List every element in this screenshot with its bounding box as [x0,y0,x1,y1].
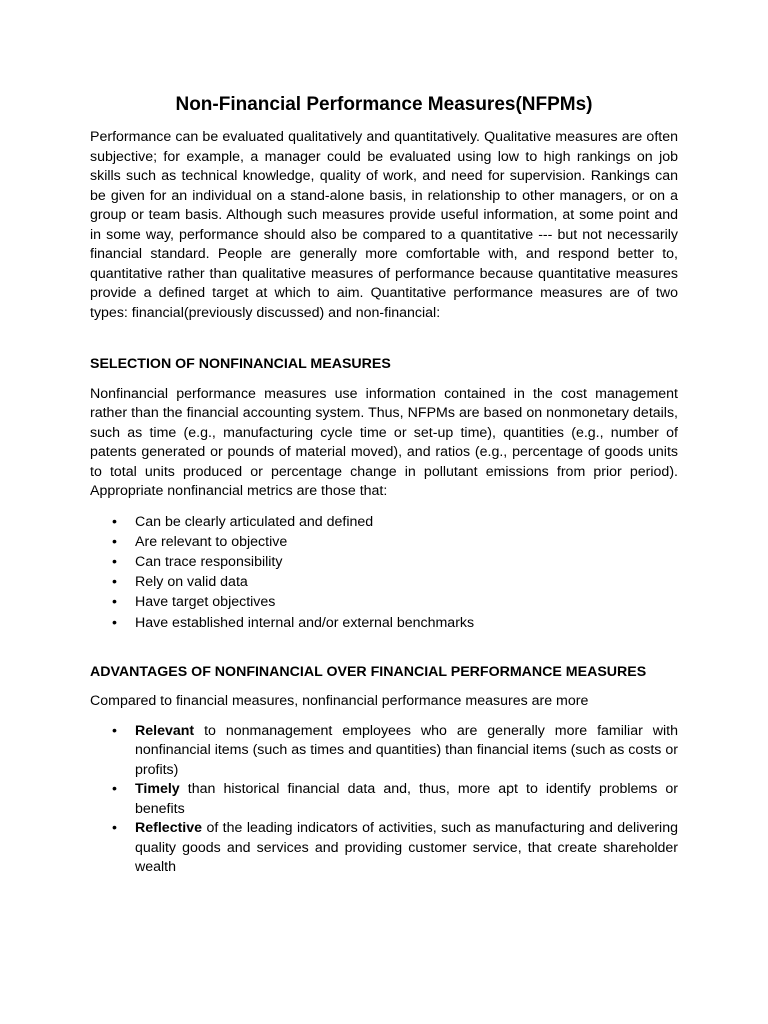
list-item-text: Rely on valid data [135,574,248,591]
intro-paragraph: Performance can be evaluated qualitatively and quantitatively. Qualitative measures are often subjective; for example, a manager could be evaluated using low to high rankings on job skills such as technical knowledge, quality of work, and need for supervision. Rankings can be given for an individual on a stand-alone basis, in relationship to other managers, or on a group or team basis. Although such measures provide useful information, at some point and in some way, performance should also be compared to a quantitative --- but not necessarily financial standard. People are generally more comfortable with, and respond better to, quantitative rather than qualitative measures of performance because quantitative measures provide a defined target at which to aim. Quantitative performance measures are of two types: financial(previously discussed) and non-financial: [90,129,678,321]
document-page [90,92,678,878]
bullet-icon: • [112,553,117,570]
selection-paragraph: Nonfinancial performance measures use information contained in the cost management rather than the financial accounting system. Thus, NFPMs are based on nonmonetary details, such as time (e.g., manufacturing cycle time or set-up time), quantities (e.g., number of patents generated or pounds of material moved), and ratios (e.g., percentage of goods units to total units produced or percentage change in pollutant emissions from prior period). Appropriate nonfinancial metrics are those that: [90,385,678,499]
list-item [90,532,678,552]
advantage-text: of the leading indicators of activities, such as manufacturing and delivering quality goods and services and providing customer service, that create shareholder wealth [135,820,678,876]
list-item-text: Have target objectives [135,594,276,611]
bullet-icon: • [112,513,117,530]
bullet-icon: • [112,594,117,611]
list-item-text: Are relevant to objective [135,533,288,550]
bullet-icon: • [112,820,117,837]
advantage-term: Relevant [135,722,195,739]
advantage-text: than historical financial data and, thus, more apt to identify problems or benefits [135,781,678,817]
list-item-text: Can trace responsibility [135,553,283,570]
page-title: Non-Financial Performance Measures(NFPMs) [175,94,593,115]
criteria-list [90,512,678,633]
bullet-icon: • [112,781,117,798]
list-item [90,780,678,819]
section-heading-advantages: ADVANTAGES OF NONFINANCIAL OVER FINANCIAL PERFORMANCE MEASURES [90,663,647,680]
bullet-icon: • [112,533,117,550]
advantages-list [90,722,678,878]
bullet-icon: • [112,722,117,739]
bullet-icon: • [112,574,117,591]
advantages-intro: Compared to financial measures, nonfinancial performance measures are more [90,693,589,710]
bullet-icon: • [112,614,117,631]
list-item-text: Can be clearly articulated and defined [135,513,374,530]
advantage-term: Reflective [135,820,203,837]
advantage-term: Timely [135,781,180,798]
list-item [90,592,678,612]
list-item [90,572,678,592]
advantage-text: to nonmanagement employees who are generally more familiar with nonfinancial items (such as times and quantities) than financial items (such as costs or profits) [135,722,678,778]
list-item [90,819,678,878]
section-heading-selection: SELECTION OF NONFINANCIAL MEASURES [90,356,391,372]
list-item-text: Have established internal and/or external benchmarks [135,614,475,631]
list-item [90,722,678,781]
list-item [90,512,678,532]
list-item [90,613,678,633]
list-item [90,552,678,572]
